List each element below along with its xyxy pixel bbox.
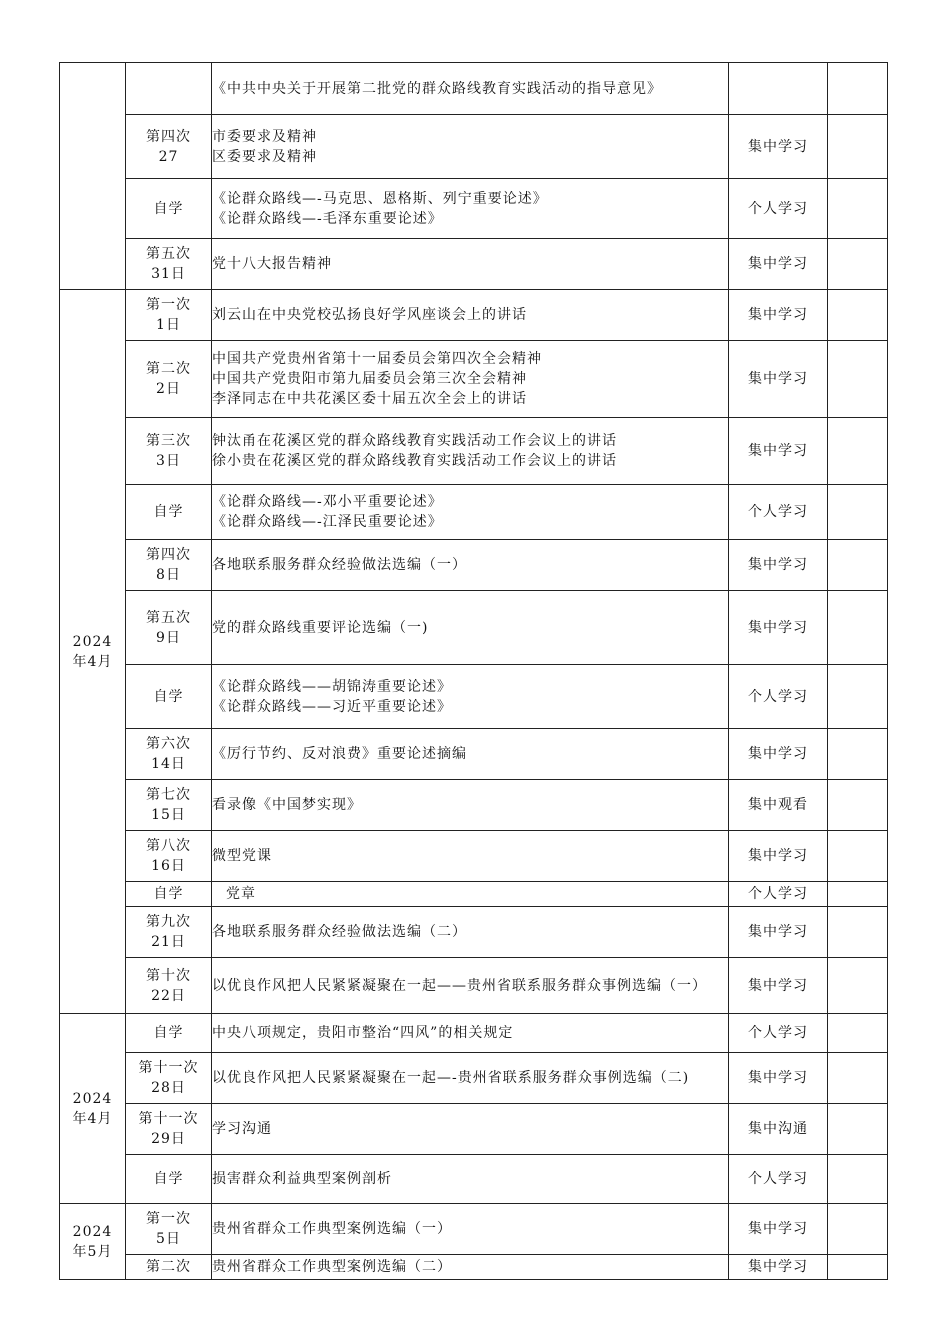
session-line: 自学 bbox=[153, 1025, 184, 1041]
content-line: 《论群众路线——习近平重要论述》 bbox=[212, 698, 452, 715]
remarks-cell bbox=[828, 485, 888, 540]
month-line: 2024 bbox=[72, 1223, 113, 1240]
remarks-cell bbox=[828, 882, 888, 907]
table-row bbox=[60, 63, 888, 115]
session-line: 第十一次 bbox=[138, 1111, 199, 1127]
table-row bbox=[60, 958, 888, 1014]
table-row bbox=[60, 591, 888, 665]
session-line: 8日 bbox=[156, 567, 181, 583]
content-line: 《中共中央关于开展第二批党的群众路线教育实践活动的指导意见》 bbox=[212, 80, 662, 97]
content-cell bbox=[212, 290, 729, 341]
session-line: 自学 bbox=[153, 504, 184, 520]
study-mode-cell: 集中学习 bbox=[729, 729, 828, 780]
study-mode-cell bbox=[729, 63, 828, 115]
content-line: 刘云山在中央党校弘扬良好学风座谈会上的讲话 bbox=[212, 307, 527, 323]
session-cell bbox=[126, 239, 212, 290]
remarks-cell bbox=[828, 1155, 888, 1204]
session-line: 5日 bbox=[156, 1231, 181, 1247]
content-line: 《论群众路线——胡锦涛重要论述》 bbox=[212, 678, 452, 695]
content-cell bbox=[212, 591, 729, 665]
content-line: 李泽同志在中共花溪区委十届五次全会上的讲话 bbox=[212, 391, 527, 407]
table-row bbox=[60, 290, 888, 341]
session-cell bbox=[126, 1104, 212, 1155]
session-line: 第六次 bbox=[146, 736, 191, 752]
remarks-cell bbox=[828, 729, 888, 780]
table-row bbox=[60, 239, 888, 290]
month-cell bbox=[60, 1014, 126, 1204]
study-mode-cell: 个人学习 bbox=[729, 1014, 828, 1053]
study-mode-cell: 集中学习 bbox=[729, 290, 828, 341]
remarks-cell bbox=[828, 958, 888, 1014]
content-cell bbox=[212, 907, 729, 958]
session-cell bbox=[126, 882, 212, 907]
session-line: 3日 bbox=[156, 453, 181, 469]
remarks-cell bbox=[828, 179, 888, 239]
session-cell bbox=[126, 179, 212, 239]
session-line: 第十次 bbox=[146, 967, 191, 984]
content-cell bbox=[212, 729, 729, 780]
content-line: 党章 bbox=[226, 886, 256, 902]
content-line: 各地联系服务群众经验做法选编（二） bbox=[212, 924, 467, 940]
session-line: 27 bbox=[158, 148, 179, 165]
study-mode-cell: 集中学习 bbox=[729, 591, 828, 665]
session-line: 16日 bbox=[151, 858, 186, 874]
month-cell bbox=[60, 63, 126, 290]
content-cell bbox=[212, 831, 729, 882]
study-mode-cell: 个人学习 bbox=[729, 1155, 828, 1204]
table-row bbox=[60, 418, 888, 485]
content-line: 微型党课 bbox=[212, 848, 272, 864]
session-cell bbox=[126, 1255, 212, 1280]
content-cell bbox=[212, 1014, 729, 1053]
session-cell bbox=[126, 780, 212, 831]
remarks-cell bbox=[828, 341, 888, 418]
table-row bbox=[60, 882, 888, 907]
session-line: 第一次 bbox=[146, 297, 191, 313]
session-line: 第一次 bbox=[146, 1211, 191, 1227]
content-cell bbox=[212, 958, 729, 1014]
table-row bbox=[60, 831, 888, 882]
table-row bbox=[60, 780, 888, 831]
content-line: 中国共产党贵州省第十一届委员会第四次全会精神 bbox=[212, 351, 542, 367]
table-row bbox=[60, 907, 888, 958]
session-line: 第二次 bbox=[146, 1259, 191, 1275]
table-row bbox=[60, 729, 888, 780]
remarks-cell bbox=[828, 1014, 888, 1053]
content-line: 贵州省群众工作典型案例选编（一） bbox=[212, 1221, 452, 1237]
table-row bbox=[60, 115, 888, 179]
content-cell bbox=[212, 418, 729, 485]
study-mode-cell: 集中学习 bbox=[729, 1255, 828, 1280]
session-cell bbox=[126, 591, 212, 665]
study-mode-cell: 集中学习 bbox=[729, 341, 828, 418]
content-cell bbox=[212, 1255, 729, 1280]
remarks-cell bbox=[828, 115, 888, 179]
month-line: 2024 bbox=[72, 633, 113, 650]
remarks-cell bbox=[828, 665, 888, 729]
session-cell bbox=[126, 418, 212, 485]
table-row bbox=[60, 485, 888, 540]
session-cell bbox=[126, 540, 212, 591]
study-mode-cell: 集中沟通 bbox=[729, 1104, 828, 1155]
content-line: 《论群众路线—-毛泽东重要论述》 bbox=[212, 210, 443, 227]
session-cell bbox=[126, 115, 212, 179]
study-mode-cell: 集中学习 bbox=[729, 115, 828, 179]
month-line: 年4月 bbox=[72, 1110, 113, 1127]
content-line: 看录像《中国梦实现》 bbox=[212, 797, 362, 813]
remarks-cell bbox=[828, 1255, 888, 1280]
content-line: 区委要求及精神 bbox=[212, 148, 317, 165]
session-line: 第四次 bbox=[146, 547, 191, 563]
study-mode-cell: 个人学习 bbox=[729, 485, 828, 540]
study-mode-cell: 集中学习 bbox=[729, 958, 828, 1014]
remarks-cell bbox=[828, 418, 888, 485]
content-line: 损害群众利益典型案例剖析 bbox=[212, 1171, 392, 1187]
remarks-cell bbox=[828, 1204, 888, 1255]
session-line: 15日 bbox=[151, 807, 186, 823]
study-schedule-table bbox=[59, 62, 888, 1280]
study-mode-cell: 集中学习 bbox=[729, 831, 828, 882]
content-line: 以优良作风把人民紧紧凝聚在一起—-贵州省联系服务群众事例选编（二) bbox=[212, 1070, 690, 1086]
remarks-cell bbox=[828, 907, 888, 958]
session-cell bbox=[126, 729, 212, 780]
content-cell bbox=[212, 1104, 729, 1155]
session-line: 21日 bbox=[151, 934, 186, 950]
session-cell bbox=[126, 485, 212, 540]
session-cell bbox=[126, 665, 212, 729]
session-line: 自学 bbox=[153, 200, 184, 217]
session-line: 22日 bbox=[151, 987, 186, 1004]
session-line: 29日 bbox=[151, 1131, 186, 1147]
session-cell bbox=[126, 1204, 212, 1255]
study-mode-cell: 个人学习 bbox=[729, 882, 828, 907]
session-line: 自学 bbox=[153, 688, 184, 705]
remarks-cell bbox=[828, 540, 888, 591]
remarks-cell bbox=[828, 831, 888, 882]
table-row bbox=[60, 665, 888, 729]
session-line: 第五次 bbox=[146, 246, 191, 262]
content-line: 党十八大报告精神 bbox=[212, 256, 332, 272]
session-line: 14日 bbox=[151, 756, 186, 772]
table-row bbox=[60, 1014, 888, 1053]
content-cell bbox=[212, 115, 729, 179]
session-line: 31日 bbox=[151, 266, 186, 282]
month-cell bbox=[60, 290, 126, 1014]
session-line: 第三次 bbox=[146, 433, 191, 449]
session-line: 自学 bbox=[153, 886, 184, 902]
content-cell bbox=[212, 239, 729, 290]
study-mode-cell: 集中学习 bbox=[729, 540, 828, 591]
table-row bbox=[60, 1204, 888, 1255]
content-cell bbox=[212, 665, 729, 729]
content-cell bbox=[212, 1053, 729, 1104]
table-row bbox=[60, 179, 888, 239]
table-row bbox=[60, 1104, 888, 1155]
session-cell bbox=[126, 907, 212, 958]
study-mode-cell: 集中学习 bbox=[729, 1053, 828, 1104]
content-line: 《论群众路线—-江泽民重要论述》 bbox=[212, 514, 443, 530]
session-cell bbox=[126, 958, 212, 1014]
study-mode-cell: 个人学习 bbox=[729, 179, 828, 239]
table-row bbox=[60, 341, 888, 418]
content-line: 学习沟通 bbox=[212, 1121, 272, 1137]
content-cell bbox=[212, 63, 729, 115]
month-line: 年5月 bbox=[72, 1243, 113, 1260]
content-line: 《厉行节约、反对浪费》重要论述摘编 bbox=[212, 746, 467, 762]
session-cell bbox=[126, 1053, 212, 1104]
content-cell bbox=[212, 341, 729, 418]
remarks-cell bbox=[828, 1104, 888, 1155]
content-line: 以优良作风把人民紧紧凝聚在一起——贵州省联系服务群众事例选编（一） bbox=[212, 977, 707, 994]
content-line: 市委要求及精神 bbox=[212, 128, 317, 145]
content-cell bbox=[212, 882, 729, 907]
session-line: 2日 bbox=[156, 381, 181, 397]
study-mode-cell: 集中学习 bbox=[729, 907, 828, 958]
content-line: 各地联系服务群众经验做法选编（一） bbox=[212, 557, 467, 573]
session-line: 第二次 bbox=[146, 361, 191, 377]
session-cell bbox=[126, 1014, 212, 1053]
content-line: 钟汰甬在花溪区党的群众路线教育实践活动工作会议上的讲话 bbox=[212, 433, 617, 449]
session-cell bbox=[126, 341, 212, 418]
session-line: 9日 bbox=[156, 629, 181, 646]
content-cell bbox=[212, 485, 729, 540]
table-row bbox=[60, 1155, 888, 1204]
study-mode-cell: 集中学习 bbox=[729, 239, 828, 290]
content-cell bbox=[212, 179, 729, 239]
month-cell bbox=[60, 1204, 126, 1280]
month-line: 2024 bbox=[72, 1090, 113, 1107]
schedule-body bbox=[60, 63, 888, 1280]
session-cell bbox=[126, 290, 212, 341]
session-line: 第四次 bbox=[146, 128, 191, 145]
month-line: 年4月 bbox=[72, 653, 113, 670]
content-line: 中央八项规定，贵阳市整治“四风”的相关规定 bbox=[212, 1025, 514, 1041]
session-line: 第五次 bbox=[146, 609, 191, 626]
session-line: 自学 bbox=[153, 1171, 184, 1187]
session-line: 第七次 bbox=[146, 787, 191, 803]
remarks-cell bbox=[828, 290, 888, 341]
remarks-cell bbox=[828, 63, 888, 115]
content-cell bbox=[212, 780, 729, 831]
session-cell bbox=[126, 831, 212, 882]
session-line: 第八次 bbox=[146, 838, 191, 854]
content-cell bbox=[212, 1204, 729, 1255]
content-cell bbox=[212, 540, 729, 591]
content-line: 《论群众路线—-邓小平重要论述》 bbox=[212, 494, 443, 510]
content-line: 徐小贵在花溪区党的群众路线教育实践活动工作会议上的讲话 bbox=[212, 453, 617, 469]
session-line: 第九次 bbox=[146, 914, 191, 930]
session-line: 第十一次 bbox=[138, 1060, 199, 1076]
session-line: 28日 bbox=[151, 1080, 186, 1096]
remarks-cell bbox=[828, 591, 888, 665]
table-row bbox=[60, 1255, 888, 1280]
table-row bbox=[60, 540, 888, 591]
session-cell bbox=[126, 1155, 212, 1204]
study-mode-cell: 集中学习 bbox=[729, 1204, 828, 1255]
session-line: 1日 bbox=[156, 317, 181, 333]
content-cell bbox=[212, 1155, 729, 1204]
content-line: 党的群众路线重要评论选编（一) bbox=[212, 619, 429, 636]
content-line: 贵州省群众工作典型案例选编（二） bbox=[212, 1259, 452, 1275]
table-row bbox=[60, 1053, 888, 1104]
content-line: 中国共产党贵阳市第九届委员会第三次全会精神 bbox=[212, 371, 527, 387]
remarks-cell bbox=[828, 780, 888, 831]
remarks-cell bbox=[828, 239, 888, 290]
content-line: 《论群众路线—-马克思、恩格斯、列宁重要论述》 bbox=[212, 190, 548, 207]
study-mode-cell: 个人学习 bbox=[729, 665, 828, 729]
study-mode-cell: 集中学习 bbox=[729, 418, 828, 485]
study-mode-cell: 集中观看 bbox=[729, 780, 828, 831]
session-cell bbox=[126, 63, 212, 115]
remarks-cell bbox=[828, 1053, 888, 1104]
